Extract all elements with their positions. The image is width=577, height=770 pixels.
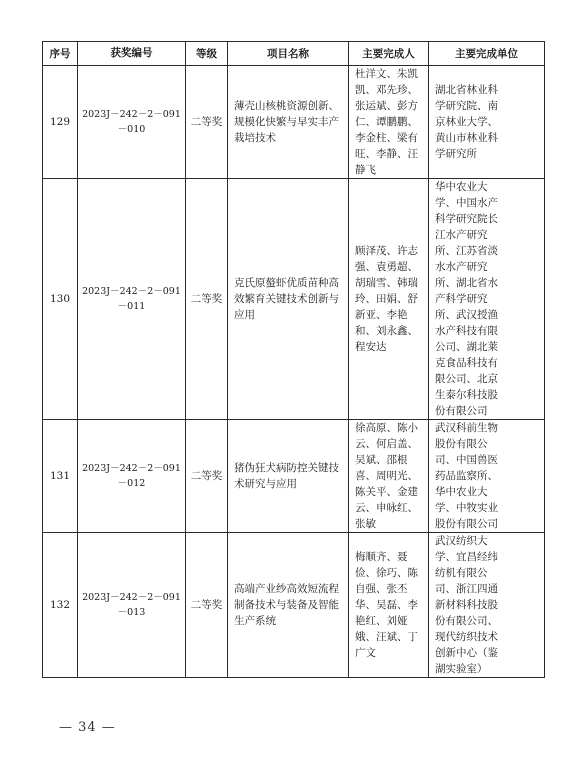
header-seq: 序号: [43, 42, 78, 66]
table-row: [43, 420, 545, 533]
main-people-text: 徐高原、陈小 云、何启盖、 吴斌、邵根 喜、周明光、 陈关平、金建 云、申咏红、 张敏: [355, 422, 418, 530]
cell-seq: 129: [43, 66, 78, 179]
cell-project-name: [228, 179, 349, 420]
award-code-text: 2023J－242－2－091 －012: [82, 463, 181, 489]
header-award-code: 获奖编号: [78, 42, 186, 66]
project-name-text: 克氏原螯虾优质苗种高 效繁育关键技术创新与 应用: [234, 277, 339, 321]
project-name-text: 猪伪狂犬病防控关键技 术研究与应用: [234, 462, 339, 490]
cell-level: 二等奖: [186, 66, 228, 179]
cell-seq: 131: [43, 420, 78, 533]
cell-main-units: [429, 66, 545, 179]
table-row: [43, 66, 545, 179]
main-people-text: 杜洋文、朱凯 凯、邓先珍、 张运斌、彭方 仁、谭鹏鹏、 李金柱、梁有 旺、李静、汪 静飞: [355, 68, 418, 176]
cell-level: 二等奖: [186, 533, 228, 678]
awards-table: [42, 41, 545, 678]
award-code-text: 2023J－242－2－091 －011: [82, 286, 181, 312]
project-name-text: 高端产业纱高效短流程 制备技术与装备及智能 生产系统: [234, 583, 339, 627]
table-header-row: [43, 42, 545, 66]
project-name-text: 薄壳山核桃资源创新、 规模化快繁与早实丰产 栽培技术: [234, 100, 339, 144]
cell-award-code: [78, 179, 186, 420]
cell-project-name: [228, 533, 349, 678]
table-row: [43, 533, 545, 678]
main-units-text: 华中农业大 学、中国水产 科学研究院长 江水产研究 所、江苏省淡 水水产研究 所、湖北省水 产科学研究 所、武汉授渔 水产科技有限 公司、湖北莱 克食品科技有 限公司、北京 生泰尔科技股 份有限公司: [435, 181, 498, 417]
award-code-text: 2023J－242－2－091 －010: [82, 109, 181, 135]
cell-seq: 132: [43, 533, 78, 678]
cell-main-people: [349, 179, 429, 420]
cell-main-people: [349, 420, 429, 533]
cell-project-name: [228, 420, 349, 533]
cell-main-units: [429, 420, 545, 533]
cell-main-units: [429, 533, 545, 678]
main-people-text: 梅顺齐、聂 俭、徐巧、陈 自强、张丕 华、吴磊、李 艳红、刘娅 娥、汪斌、丁 广文: [355, 551, 418, 659]
header-main-units: 主要完成单位: [429, 42, 545, 66]
page-number: — 34 —: [59, 720, 116, 735]
header-project-name: 项目名称: [228, 42, 349, 66]
cell-award-code: [78, 533, 186, 678]
table-row: [43, 179, 545, 420]
header-level: 等级: [186, 42, 228, 66]
cell-seq: 130: [43, 179, 78, 420]
cell-project-name: [228, 66, 349, 179]
cell-award-code: [78, 420, 186, 533]
main-units-text: 武汉科前生物 股份有限公 司、中国兽医 药品监察所、 华中农业大 学、中牧实业 股份有限公司: [435, 422, 498, 530]
header-main-people: 主要完成人: [349, 42, 429, 66]
cell-level: 二等奖: [186, 420, 228, 533]
main-units-text: 武汉纺织大 学、宜昌经纬 纺机有限公 司、浙江四通 新材料科技股 份有限公司、 现代纺织技术 创新中心（鉴 湖实验室）: [435, 535, 498, 675]
main-people-text: 顾泽茂、许志 强、袁勇超、 胡瑞雪、韩瑞 玲、田娟、舒 新亚、李艳 和、刘永鑫、 程安达: [355, 245, 418, 353]
main-units-text: 湖北省林业科 学研究院、南 京林业大学、 黄山市林业科 学研究所: [435, 84, 498, 160]
cell-level: 二等奖: [186, 179, 228, 420]
cell-main-people: [349, 66, 429, 179]
cell-main-units: [429, 179, 545, 420]
cell-main-people: [349, 533, 429, 678]
cell-award-code: [78, 66, 186, 179]
award-code-text: 2023J－242－2－091 －013: [82, 592, 181, 618]
